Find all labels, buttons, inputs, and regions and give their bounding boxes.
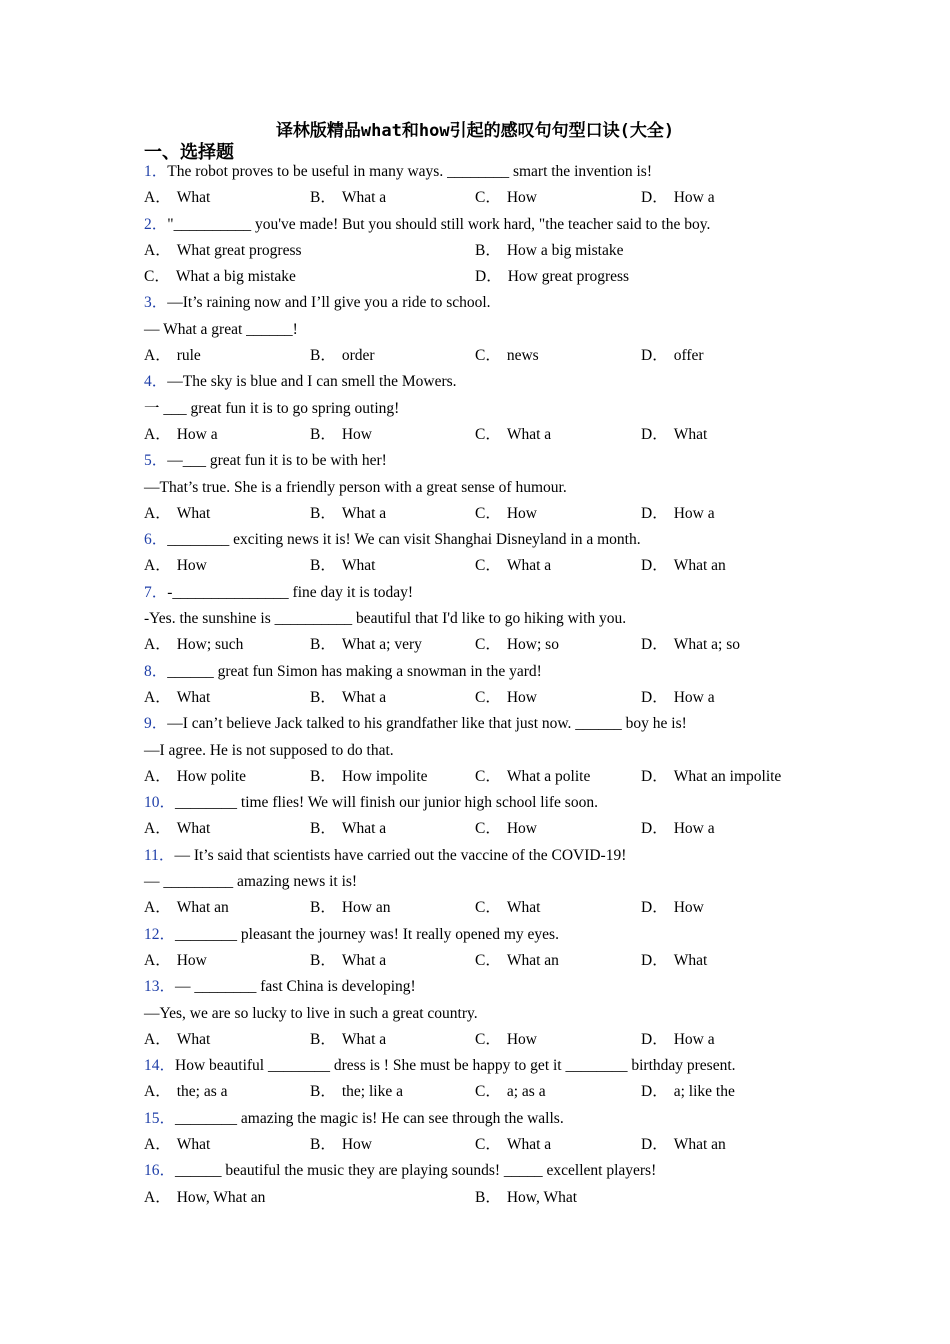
answer-option[interactable] — [310, 895, 391, 921]
question-stem — [144, 659, 824, 685]
answer-option[interactable] — [144, 764, 246, 790]
question-stem — [144, 843, 824, 869]
option-letter: D． — [641, 425, 668, 443]
option-text: What an — [673, 557, 726, 575]
option-letter: A． — [144, 899, 171, 917]
answer-option[interactable] — [641, 185, 715, 211]
question-text: ________ pleasant the journey was! It really opened my eyes. — [175, 925, 559, 943]
question-stem — [144, 790, 824, 816]
option-letter: C． — [475, 425, 501, 443]
option-letter: B． — [310, 1030, 336, 1048]
option-letter: A． — [144, 425, 171, 443]
section-heading: 一、选择题 — [144, 142, 234, 163]
question-stem — [144, 527, 824, 553]
option-text: What a big mistake — [175, 268, 296, 286]
question-number: 13． — [144, 978, 176, 996]
answer-option[interactable] — [144, 264, 296, 290]
option-text: the; like a — [341, 1083, 403, 1101]
question-text: —I agree. He is not supposed to do that. — [144, 741, 394, 759]
option-letter: B． — [310, 189, 336, 207]
question-text: ________ time flies! We will finish our junior high school life soon. — [175, 794, 598, 812]
option-letter: B． — [310, 636, 336, 654]
option-letter: A． — [144, 189, 171, 207]
option-row — [144, 1027, 824, 1053]
question-stem — [144, 448, 824, 474]
question-stem — [144, 1106, 824, 1132]
option-letter: A． — [144, 1135, 171, 1153]
option-row — [144, 238, 824, 264]
option-text: What a — [506, 1135, 552, 1153]
option-letter: C． — [475, 189, 501, 207]
option-text: How — [341, 1135, 372, 1153]
answer-option[interactable] — [310, 1132, 372, 1158]
question-dialogue-line — [144, 396, 824, 422]
question-number: 6． — [144, 531, 168, 549]
option-row — [144, 632, 824, 658]
question-dialogue-line — [144, 606, 824, 632]
answer-option[interactable] — [144, 685, 210, 711]
question-text: How beautiful ________ dress is ! She must be happy to get it ________ birthday present. — [175, 1057, 736, 1075]
question-stem — [144, 159, 824, 185]
option-text: How; so — [506, 636, 559, 654]
option-text: a; like the — [673, 1083, 735, 1101]
question-text: —The sky is blue and I can smell the Mowers. — [167, 373, 457, 391]
option-text: How — [506, 688, 537, 706]
option-text: How a — [673, 688, 715, 706]
answer-option[interactable] — [144, 501, 210, 527]
option-text: How, What an — [176, 1188, 266, 1206]
answer-option[interactable] — [641, 895, 704, 921]
option-text: How — [506, 504, 537, 522]
answer-option[interactable] — [475, 685, 537, 711]
answer-option[interactable] — [144, 632, 243, 658]
option-row — [144, 895, 824, 921]
option-row — [144, 1185, 824, 1211]
option-letter: B． — [310, 951, 336, 969]
option-row — [144, 185, 824, 211]
option-text: How a — [176, 425, 218, 443]
option-text: What a — [341, 688, 387, 706]
answer-option[interactable] — [641, 816, 715, 842]
answer-option[interactable] — [641, 948, 707, 974]
option-text: How great progress — [507, 268, 630, 286]
question-number: 4． — [144, 373, 168, 391]
answer-option[interactable] — [144, 343, 201, 369]
question-text: —___ great fun it is to be with her! — [167, 452, 387, 470]
option-letter: B． — [310, 347, 336, 365]
option-letter: C． — [475, 1083, 501, 1101]
question-text: —I can’t believe Jack talked to his grandfather like that just now. ______ boy he is! — [167, 715, 687, 733]
answer-option[interactable] — [310, 501, 386, 527]
question-dialogue-line — [144, 475, 824, 501]
option-letter: A． — [144, 347, 171, 365]
option-row — [144, 422, 824, 448]
option-text: What great progress — [176, 241, 302, 259]
option-text: What a polite — [506, 767, 591, 785]
option-letter: D． — [475, 268, 502, 286]
answer-option[interactable] — [641, 764, 781, 790]
question-dialogue-line — [144, 317, 824, 343]
answer-option[interactable] — [641, 1079, 735, 1105]
option-letter: D． — [641, 767, 668, 785]
option-letter: A． — [144, 820, 171, 838]
option-row — [144, 1132, 824, 1158]
option-text: What — [673, 951, 708, 969]
option-text: What — [341, 557, 376, 575]
answer-option[interactable] — [475, 948, 559, 974]
option-letter: D． — [641, 347, 668, 365]
answer-option[interactable] — [475, 553, 551, 579]
question-list — [144, 159, 824, 1211]
option-text: How a — [673, 189, 715, 207]
answer-option[interactable] — [475, 343, 539, 369]
option-letter: B． — [310, 820, 336, 838]
answer-option[interactable] — [310, 816, 386, 842]
answer-option[interactable] — [641, 343, 704, 369]
question-number: 12． — [144, 925, 176, 943]
question-dialogue-line — [144, 1001, 824, 1027]
option-text: What — [176, 1030, 211, 1048]
answer-option[interactable] — [144, 422, 218, 448]
answer-option[interactable] — [475, 632, 559, 658]
question-number: 15． — [144, 1109, 176, 1127]
answer-option[interactable] — [144, 238, 302, 264]
answer-option[interactable] — [475, 501, 537, 527]
question-text: ______ great fun Simon has making a snowman in the yard! — [167, 662, 542, 680]
option-text: What a; very — [341, 636, 422, 654]
option-text: How polite — [176, 767, 247, 785]
option-text: How a — [673, 504, 715, 522]
option-text: How — [506, 1030, 537, 1048]
option-text: What — [673, 425, 708, 443]
answer-option[interactable] — [144, 1132, 210, 1158]
option-letter: B． — [475, 241, 501, 259]
answer-option[interactable] — [641, 422, 707, 448]
question-stem — [144, 922, 824, 948]
option-text: What a — [506, 557, 552, 575]
answer-option[interactable] — [310, 948, 386, 974]
option-text: What a — [341, 504, 387, 522]
document-title: 译林版精品what和how引起的感叹句句型口诀(大全) — [275, 121, 675, 141]
option-letter: D． — [641, 688, 668, 706]
option-letter: C． — [475, 504, 501, 522]
option-letter: C． — [475, 1030, 501, 1048]
option-letter: B． — [310, 425, 336, 443]
question-number: 3． — [144, 294, 168, 312]
question-stem — [144, 974, 824, 1000]
option-letter: C． — [475, 1135, 501, 1153]
option-text: What an impolite — [673, 767, 782, 785]
option-letter: B． — [475, 1188, 501, 1206]
answer-option[interactable] — [144, 1027, 210, 1053]
option-letter: D． — [641, 1083, 668, 1101]
option-letter: A． — [144, 1188, 171, 1206]
option-letter: C． — [475, 899, 501, 917]
question-text: — ________ fast China is developing! — [175, 978, 416, 996]
option-text: What a — [341, 1030, 387, 1048]
option-letter: A． — [144, 636, 171, 654]
option-text: What — [176, 820, 211, 838]
option-text: What a; so — [673, 636, 740, 654]
answer-option[interactable] — [310, 685, 386, 711]
question-number: 5． — [144, 452, 168, 470]
question-stem — [144, 1158, 824, 1184]
option-text: How — [341, 425, 372, 443]
question-number: 2． — [144, 215, 168, 233]
option-letter: C． — [475, 557, 501, 575]
answer-option[interactable] — [475, 185, 537, 211]
answer-option[interactable] — [641, 632, 740, 658]
answer-option[interactable] — [144, 185, 210, 211]
question-number: 14． — [144, 1057, 176, 1075]
question-stem — [144, 212, 824, 238]
answer-option[interactable] — [310, 343, 375, 369]
answer-option[interactable] — [475, 1132, 551, 1158]
option-text: order — [341, 347, 375, 365]
option-text: What — [506, 899, 541, 917]
option-letter: D． — [641, 1135, 668, 1153]
option-letter: B． — [310, 1083, 336, 1101]
question-dialogue-line — [144, 738, 824, 764]
option-row — [144, 553, 824, 579]
option-text: What — [176, 1135, 211, 1153]
question-text: —It’s raining now and I’ll give you a ride to school. — [167, 294, 491, 312]
answer-option[interactable] — [310, 764, 428, 790]
answer-option[interactable] — [144, 1079, 228, 1105]
option-letter: B． — [310, 557, 336, 575]
option-text: How — [506, 189, 537, 207]
option-text: What a — [506, 425, 552, 443]
option-letter: D． — [641, 557, 668, 575]
question-text: — What a great ______! — [144, 320, 298, 338]
answer-option[interactable] — [475, 422, 551, 448]
option-text: What — [176, 504, 211, 522]
question-number: 10． — [144, 794, 176, 812]
question-number: 7． — [144, 583, 168, 601]
question-dialogue-line — [144, 869, 824, 895]
option-letter: B． — [310, 504, 336, 522]
option-text: offer — [673, 347, 704, 365]
option-letter: D． — [641, 636, 668, 654]
option-letter: C． — [475, 347, 501, 365]
question-number: 16． — [144, 1162, 176, 1180]
option-row — [144, 1079, 824, 1105]
option-letter: B． — [310, 688, 336, 706]
question-text: ________ amazing the magic is! He can see through the walls. — [175, 1109, 564, 1127]
question-stem — [144, 369, 824, 395]
option-text: How — [506, 820, 537, 838]
option-text: How an — [341, 899, 391, 917]
answer-option[interactable] — [475, 1079, 546, 1105]
option-letter: C． — [475, 636, 501, 654]
option-text: a; as a — [506, 1083, 546, 1101]
option-text: rule — [176, 347, 201, 365]
question-text: ______ beautiful the music they are playing sounds! _____ excellent players! — [175, 1162, 657, 1180]
option-text: How, What — [506, 1188, 578, 1206]
question-stem — [144, 711, 824, 737]
question-stem — [144, 290, 824, 316]
answer-option[interactable] — [144, 895, 229, 921]
answer-option[interactable] — [310, 632, 422, 658]
option-letter: B． — [310, 899, 336, 917]
option-text: What an — [506, 951, 559, 969]
question-text: 一 ___ great fun it is to go spring outing! — [144, 399, 400, 417]
answer-option[interactable] — [144, 553, 207, 579]
question-text: The robot proves to be useful in many ways. ________ smart the invention is! — [167, 163, 652, 180]
option-text: What a — [341, 189, 387, 207]
option-text: What an — [673, 1135, 726, 1153]
answer-option[interactable] — [641, 501, 715, 527]
question-text: "__________ you've made! But you should still work hard, "the teacher said to the boy. — [167, 215, 711, 233]
answer-option[interactable] — [475, 1027, 537, 1053]
answer-option[interactable] — [144, 1185, 265, 1211]
option-row — [144, 948, 824, 974]
answer-option[interactable] — [475, 238, 624, 264]
answer-option[interactable] — [641, 685, 715, 711]
option-letter: A． — [144, 1030, 171, 1048]
question-number: 9． — [144, 715, 168, 733]
option-letter: B． — [310, 767, 336, 785]
option-text: How — [176, 557, 207, 575]
option-letter: D． — [641, 1030, 668, 1048]
question-number: 8． — [144, 662, 168, 680]
option-text: How a — [673, 820, 715, 838]
option-letter: D． — [641, 820, 668, 838]
answer-option[interactable] — [475, 816, 537, 842]
option-letter: C． — [475, 767, 501, 785]
option-text: news — [506, 347, 539, 365]
option-text: What a — [341, 820, 387, 838]
option-text: How a — [673, 1030, 715, 1048]
option-letter: D． — [641, 189, 668, 207]
question-text: -_______________ fine day it is today! — [167, 583, 414, 601]
question-stem — [144, 580, 824, 606]
answer-option[interactable] — [310, 553, 375, 579]
option-text: How impolite — [341, 767, 428, 785]
option-text: How — [176, 951, 207, 969]
option-row — [144, 764, 824, 790]
question-text: ________ exciting news it is! We can visit Shanghai Disneyland in a month. — [167, 531, 641, 549]
question-text: —Yes, we are so lucky to live in such a great country. — [144, 1004, 478, 1022]
answer-option[interactable] — [310, 185, 386, 211]
option-row — [144, 264, 824, 290]
option-text: the; as a — [176, 1083, 228, 1101]
option-row — [144, 343, 824, 369]
question-text: — _________ amazing news it is! — [144, 873, 358, 891]
question-text: —That’s true. She is a friendly person with a great sense of humour. — [144, 478, 567, 496]
option-letter: A． — [144, 951, 171, 969]
answer-option[interactable] — [310, 1027, 386, 1053]
option-text: How a big mistake — [506, 241, 624, 259]
answer-option[interactable] — [641, 1132, 726, 1158]
question-text: -Yes. the sunshine is __________ beautiful that I'd like to go hiking with you. — [144, 610, 627, 628]
question-number: 1． — [144, 163, 168, 180]
answer-option[interactable] — [475, 1185, 577, 1211]
option-letter: C． — [475, 688, 501, 706]
option-row — [144, 685, 824, 711]
option-letter: A． — [144, 688, 171, 706]
option-letter: D． — [641, 951, 668, 969]
option-letter: C． — [475, 820, 501, 838]
answer-option[interactable] — [475, 895, 540, 921]
option-row — [144, 816, 824, 842]
option-text: What — [176, 688, 211, 706]
answer-option[interactable] — [310, 1079, 403, 1105]
option-letter: D． — [641, 504, 668, 522]
option-letter: A． — [144, 557, 171, 575]
option-letter: A． — [144, 241, 171, 259]
option-row — [144, 501, 824, 527]
option-text: What a — [341, 951, 387, 969]
answer-option[interactable] — [641, 553, 726, 579]
answer-option[interactable] — [144, 948, 207, 974]
option-letter: A． — [144, 767, 171, 785]
option-letter: A． — [144, 504, 171, 522]
option-text: What an — [176, 899, 229, 917]
option-text: What — [176, 189, 211, 207]
answer-option[interactable] — [144, 816, 210, 842]
option-text: How — [673, 899, 704, 917]
option-letter: B． — [310, 1135, 336, 1153]
answer-option[interactable] — [475, 764, 590, 790]
option-letter: C． — [144, 268, 170, 286]
answer-option[interactable] — [641, 1027, 715, 1053]
answer-option[interactable] — [475, 264, 629, 290]
option-letter: C． — [475, 951, 501, 969]
option-letter: A． — [144, 1083, 171, 1101]
answer-option[interactable] — [310, 422, 372, 448]
option-text: How; such — [176, 636, 244, 654]
question-stem — [144, 1053, 824, 1079]
question-number: 11． — [144, 846, 175, 864]
option-letter: D． — [641, 899, 668, 917]
question-text: — It’s said that scientists have carried out the vaccine of the COVID-19! — [174, 846, 627, 864]
